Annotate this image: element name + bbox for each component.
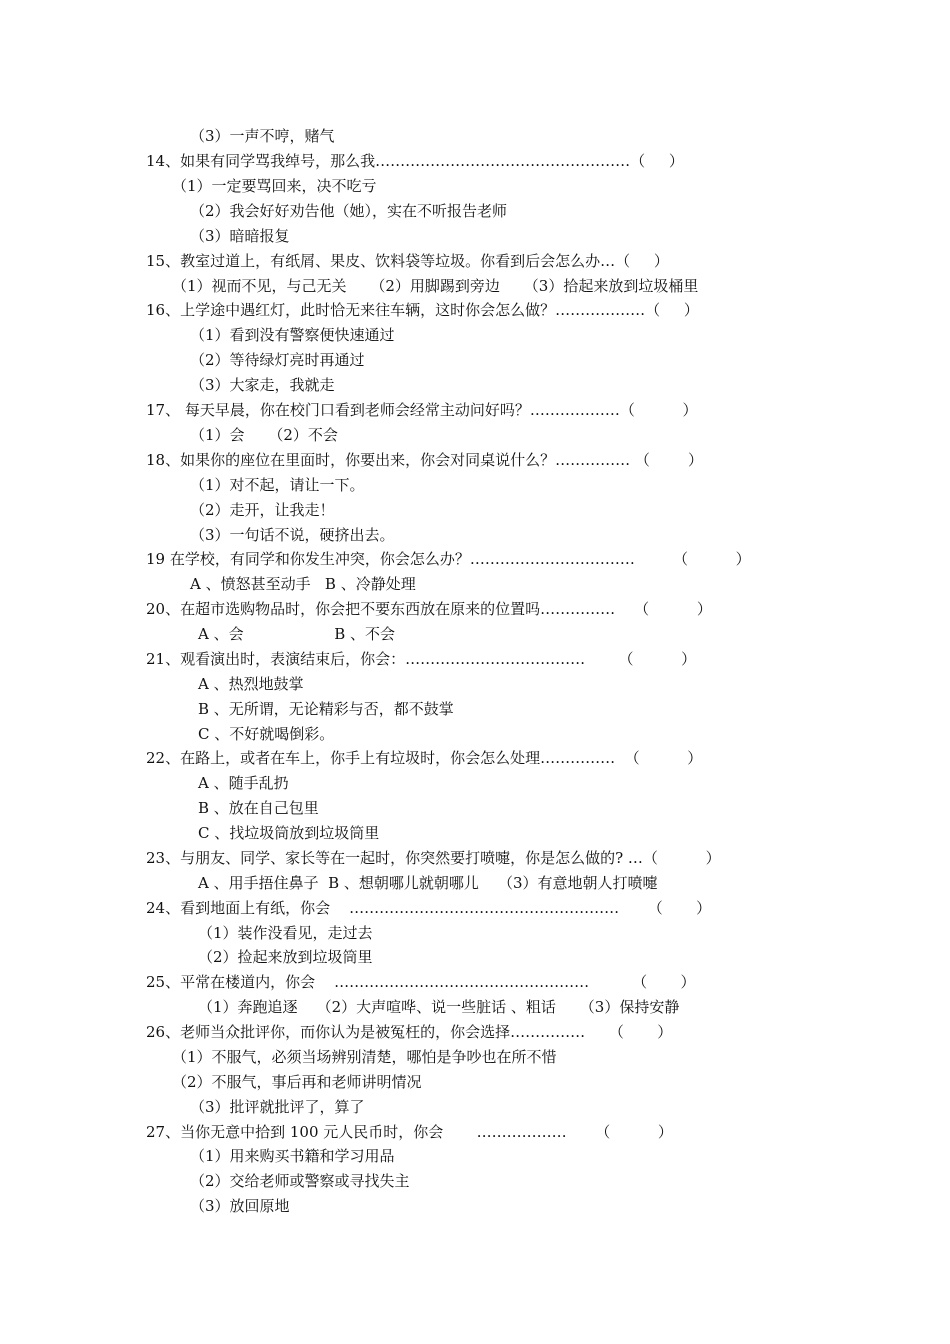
option-line: （1）视而不见，与己无关 （2）用脚踢到旁边 （3）拾起来放到垃圾桶里 xyxy=(172,277,699,295)
option-line: （3）放回原地 xyxy=(190,1197,290,1215)
option-line: （1）会 （2）不会 xyxy=(190,426,338,444)
option-line: （1）一定要骂回来，决不吃亏 xyxy=(172,177,377,195)
option-line: B 、放在自己包里 xyxy=(198,799,319,817)
option-line: （1）看到没有警察便快速通过 xyxy=(190,326,395,344)
question-line: 26、老师当众批评你，而你认为是被冤枉的，你会选择…………… （ ） xyxy=(146,1023,673,1041)
option-line: （1）装作没看见，走过去 xyxy=(198,924,373,942)
option-line: （3）暗暗报复 xyxy=(190,227,290,245)
question-line: 15、教室过道上，有纸屑、果皮、饮料袋等垃圾。你看到后会怎么办…（ ） xyxy=(146,252,669,270)
question-line: 18、如果你的座位在里面时，你要出来，你会对同桌说什么？…………… （ ） xyxy=(146,451,704,469)
option-line: （2）走开，让我走！ xyxy=(190,501,335,519)
option-line: A 、愤怒甚至动手 B 、冷静处理 xyxy=(190,575,416,593)
question-line: 19 在学校，有同学和你发生冲突，你会怎么办？…………………………… （ ） xyxy=(146,550,751,568)
question-line: 23、与朋友、同学、家长等在一起时，你突然要打喷嚏，你是怎么做的? …（ ） xyxy=(146,849,721,867)
question-line: 27、当你无意中拾到 100 元人民币时，你会 ……………… （ ） xyxy=(146,1123,673,1141)
question-line: 21、观看演出时，表演结束后，你会：……………………………… （ ） xyxy=(146,650,697,668)
option-line: A 、随手乱扔 xyxy=(198,774,289,792)
option-line: B 、无所谓，无论精彩与否，都不鼓掌 xyxy=(198,700,454,718)
option-line: （1）奔跑追逐 （2）大声喧哗、说一些脏话 、粗话 （3）保持安静 xyxy=(198,998,680,1016)
option-line: （1）用来购买书籍和学习用品 xyxy=(190,1147,395,1165)
question-line: 17、 每天早晨，你在校门口看到老师会经常主动问好吗？………………（ ） xyxy=(146,401,698,419)
option-line: （1）对不起，请让一下。 xyxy=(190,476,365,494)
option-line: （3）一声不哼，赌气 xyxy=(190,127,335,145)
option-line: （3）批评就批评了，算了 xyxy=(190,1098,365,1116)
option-line: A 、用手捂住鼻子 B 、想朝哪儿就朝哪儿 （3）有意地朝人打喷嚏 xyxy=(198,874,658,892)
question-line: 16、上学途中遇红灯，此时恰无来往车辆，这时你会怎么做？………………（ ） xyxy=(146,301,699,319)
option-line: A 、热烈地鼓掌 xyxy=(198,675,304,693)
option-line: （2）不服气，事后再和老师讲明情况 xyxy=(172,1073,422,1091)
option-line: （2）等待绿灯亮时再通过 xyxy=(190,351,365,369)
question-line: 24、看到地面上有纸，你会 ……………………………………………… （ ） xyxy=(146,899,712,917)
option-line: （3）大家走，我就走 xyxy=(190,376,335,394)
option-line: （3）一句话不说，硬挤出去。 xyxy=(190,526,395,544)
option-line: A 、会 B 、不会 xyxy=(198,625,395,643)
option-line: （2）我会好好劝告他（她），实在不听报告老师 xyxy=(190,202,508,220)
option-line: （2）交给老师或警察或寻找失主 xyxy=(190,1172,410,1190)
option-line: C 、不好就喝倒彩。 xyxy=(198,725,335,743)
option-line: C 、找垃圾筒放到垃圾筒里 xyxy=(198,824,380,842)
question-line: 22、在路上，或者在车上，你手上有垃圾时，你会怎么处理…………… （ ） xyxy=(146,749,703,767)
question-line: 20、在超市选购物品时，你会把不要东西放在原来的位置吗…………… （ ） xyxy=(146,600,712,618)
option-line: （1）不服气，必须当场辨别清楚，哪怕是争吵也在所不惜 xyxy=(172,1048,557,1066)
option-line: （2）捡起来放到垃圾筒里 xyxy=(198,948,373,966)
question-line: 25、平常在楼道内，你会 …………………………………………… （ ） xyxy=(146,973,696,991)
question-line: 14、如果有同学骂我绰号，那么我……………………………………………（ ） xyxy=(146,152,684,170)
